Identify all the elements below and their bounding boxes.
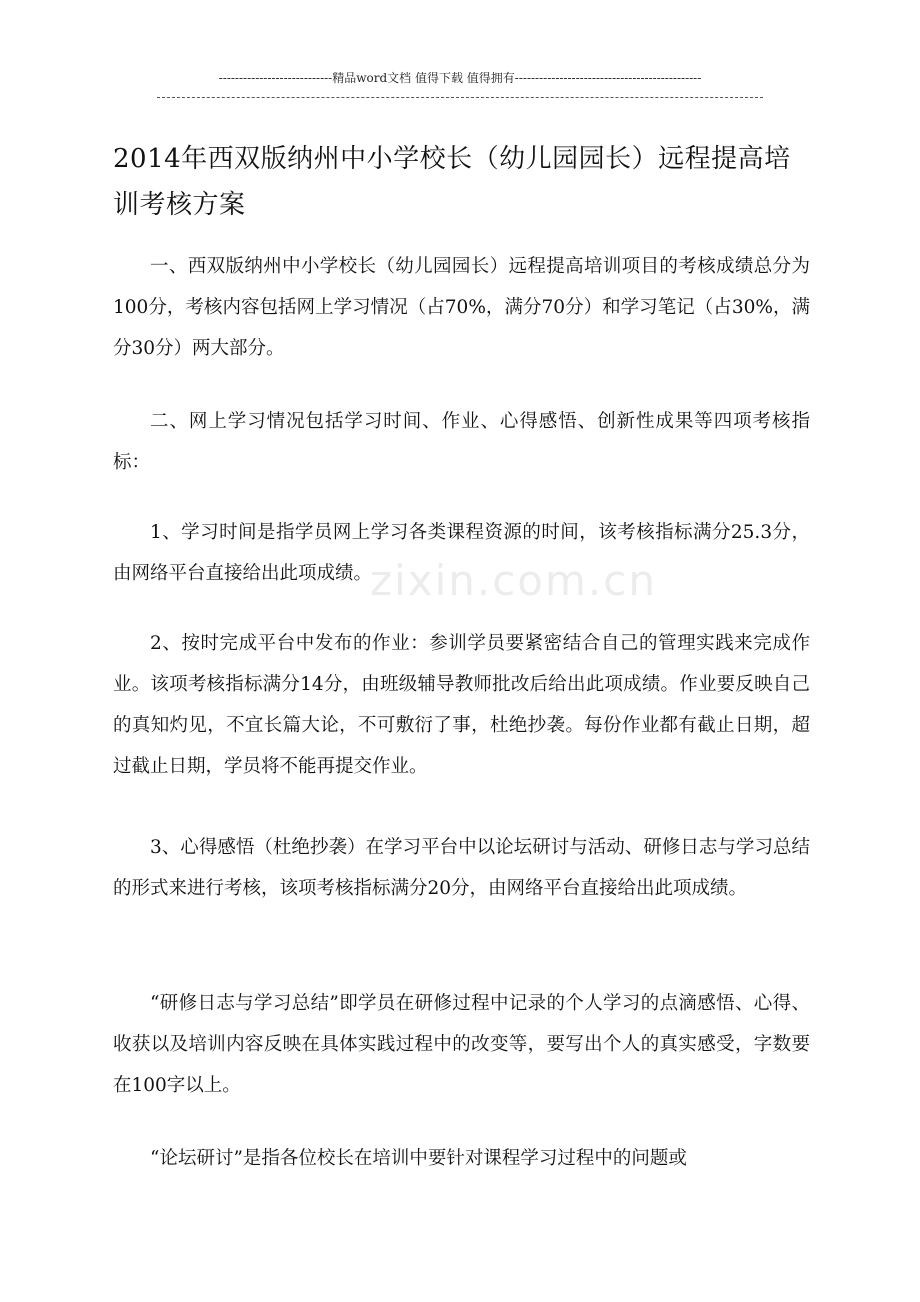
watermark: zixin.com.cn bbox=[370, 556, 657, 605]
paragraph-2: 二、网上学习情况包括学习时间、作业、心得感悟、创新性成果等四项考核指标： bbox=[113, 411, 810, 473]
paragraph-4: 2、按时完成平台中发布的作业：参训学员要紧密结合自己的管理实践来完成作业。该项考核指标满分14分，由班级辅导教师批改后给出此项成绩。作业要反映自己的真知灼见，不宜长篇大论，不可敷衍了事，杜绝抄袭。每份作业都有截止日期，超过截止日期，学员将不能再提交作业。 bbox=[113, 633, 810, 777]
paragraph-1: 一、西双版纳州中小学校长（幼儿园园长）远程提高培训项目的考核成绩总分为100分，考核内容包括网上学习情况（占70%，满分70分）和学习笔记（占30%，满分30分）两大部分。 bbox=[113, 256, 810, 359]
paragraph-5: 3、心得感悟（杜绝抄袭）在学习平台中以论坛研讨与活动、研修日志与学习总结的形式来进行考核，该项考核指标满分20分，由网络平台直接给出此项成绩。 bbox=[113, 837, 810, 899]
paragraph-7: “论坛研讨”是指各位校长在培训中要针对课程学习过程中的问题或 bbox=[150, 1148, 687, 1169]
document-title: 2014年西双版纳州中小学校长（幼儿园园长）远程提高培训考核方案 bbox=[113, 144, 791, 220]
header-banner: ----------------------------精品word文档 值得下载 值得拥有---------------------------------------------- bbox=[218, 71, 702, 85]
paragraph-6: “研修日志与学习总结”即学员在研修过程中记录的个人学习的点滴感悟、心得、收获以及培训内容反映在具体实践过程中的改变等，要写出个人的真实感受，字数要在100字以上。 bbox=[113, 993, 810, 1096]
paragraph-3: 1、学习时间是指学员网上学习各类课程资源的时间，该考核指标满分25.3分，由网络平台直接给出此项成绩。 bbox=[113, 522, 810, 584]
header-divider bbox=[157, 97, 763, 108]
